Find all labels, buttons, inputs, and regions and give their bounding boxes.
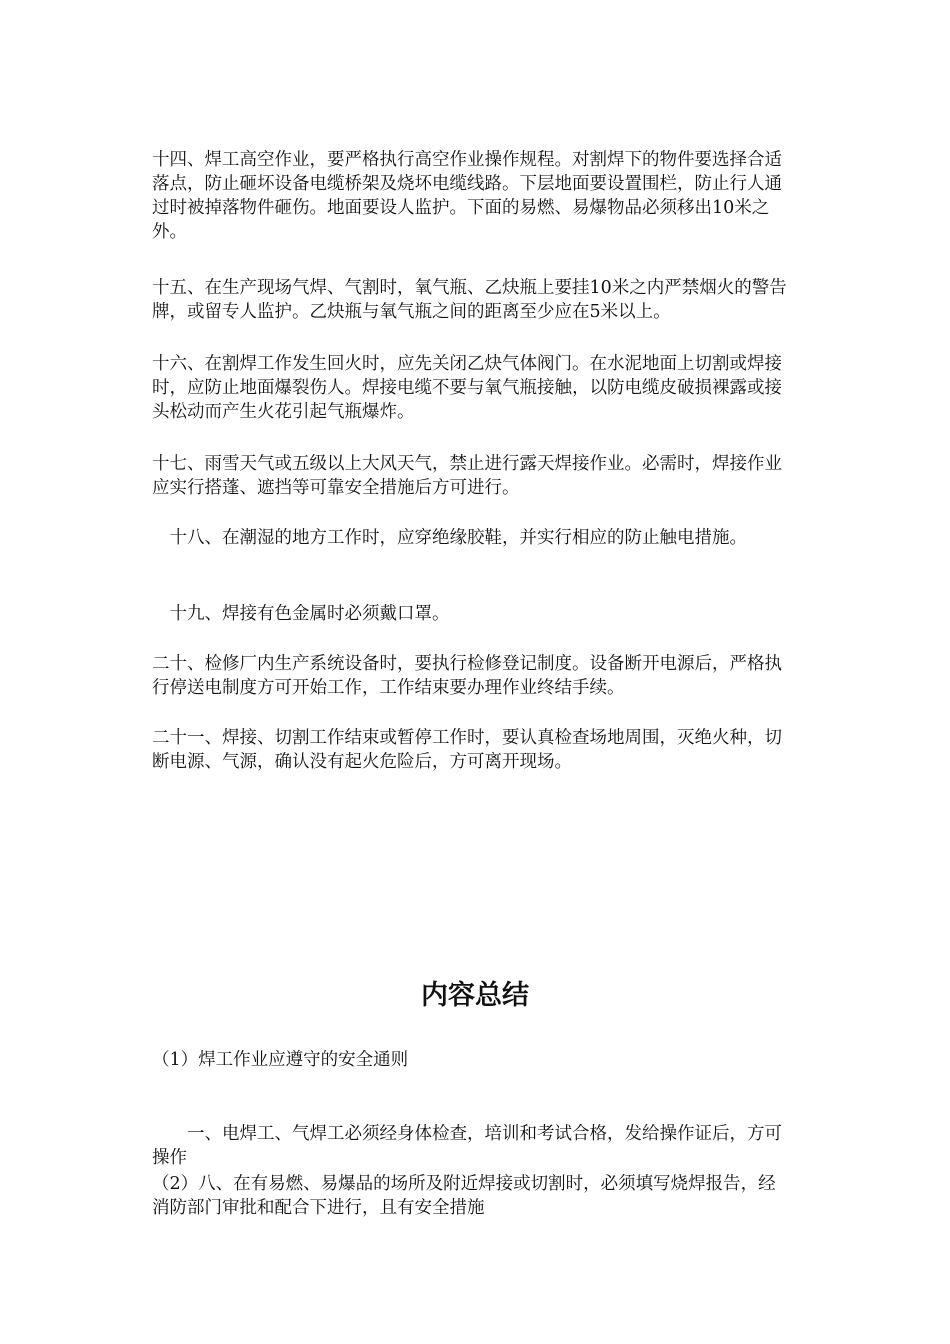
paragraph-14: 十四、焊工高空作业，要严格执行高空作业操作规程。对割焊下的物件要选择合适落点，防止砸坏设备电缆桥架及烧坏电缆线路。下层地面要设置围栏，防止行人通过时被掉落物件砸伤。地面要设人监护。下面的易燃、易爆物品必须移出10米之外。 [152,150,782,242]
paragraph-21: 二十一、焊接、切割工作结束或暂停工作时，要认真检查场地周围，灭绝火种，切断电源、气源，确认没有起火危险后，方可离开现场。 [152,728,782,772]
paragraph-17: 十七、雨雪天气或五级以上大风天气，禁止进行露天焊接作业。必需时，焊接作业应实行搭蓬、遮挡等可靠安全措施后方可进行。 [152,454,782,498]
summary-item-1: （1）焊工作业应遵守的安全通则 [152,1050,409,1070]
paragraph-18: 十八、在潮湿的地方工作时，应穿绝缘胶鞋，并实行相应的防止触电措施。 [152,528,747,548]
paragraph-15: 十五、在生产现场气焊、气割时，氧气瓶、乙炔瓶上要挂10米之内严禁烟火的警告牌，或留专人监护。乙炔瓶与氧气瓶之间的距离至少应在5米以上。 [152,278,787,322]
summary-title: 内容总结 [421,980,529,1011]
summary-item-1-body: 一、电焊工、气焊工必须经身体检查，培训和考试合格，发给操作证后，方可操作 [152,1124,782,1168]
paragraph-19: 十九、焊接有色金属时必须戴口罩。 [152,604,450,624]
paragraph-20: 二十、检修厂内生产系统设备时，要执行检修登记制度。设备断开电源后，严格执行停送电制度方可开始工作，工作结束要办理作业终结手续。 [152,654,782,698]
paragraph-16: 十六、在割焊工作发生回火时，应先关闭乙炔气体阀门。在水泥地面上切割或焊接时，应防止地面爆裂伤人。焊接电缆不要与氧气瓶接触，以防电缆皮破损裸露或接头松动而产生火花引起气瓶爆炸。 [152,354,782,422]
summary-item-2: （2）八、在有易燃、易爆品的场所及附近焊接或切割时，必须填写烧焊报告，经消防部门审批和配合下进行，且有安全措施 [152,1174,776,1218]
